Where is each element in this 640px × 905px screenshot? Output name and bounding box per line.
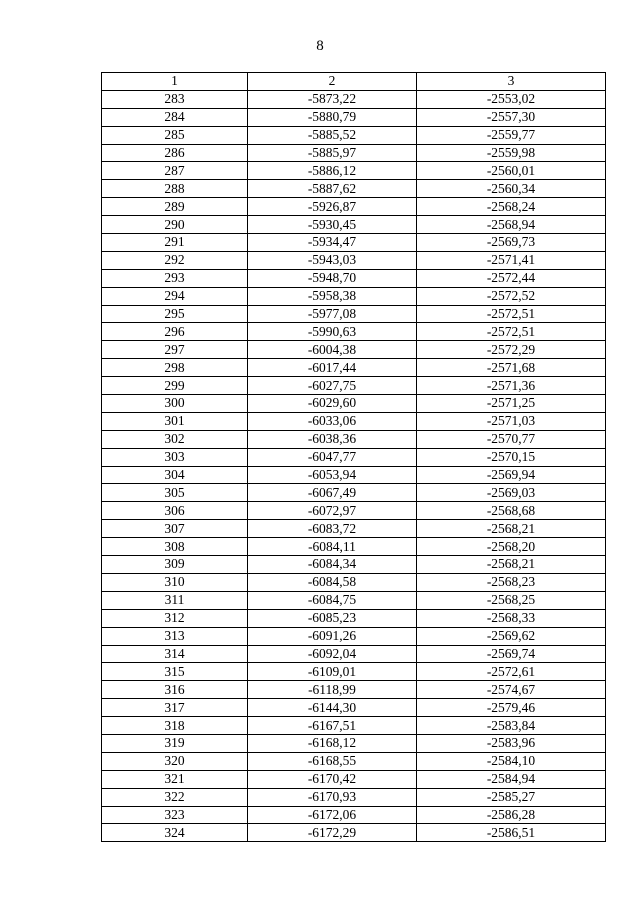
table-cell-col-3: -2570,77 — [417, 430, 606, 448]
table-cell-col-2: -6038,36 — [248, 430, 417, 448]
table-cell-col-1: 317 — [102, 699, 248, 717]
table-cell-col-1: 304 — [102, 466, 248, 484]
table-cell-col-3: -2586,51 — [417, 824, 606, 842]
table-cell-col-1: 309 — [102, 556, 248, 574]
table-cell-col-2: -6168,55 — [248, 752, 417, 770]
table-cell-col-2: -6067,49 — [248, 484, 417, 502]
table-cell-col-3: -2568,94 — [417, 216, 606, 234]
table-cell-col-2: -6047,77 — [248, 448, 417, 466]
table-cell-col-3: -2572,51 — [417, 323, 606, 341]
table-cell-col-3: -2583,84 — [417, 717, 606, 735]
table-cell-col-2: -6027,75 — [248, 377, 417, 395]
table-row — [102, 484, 606, 502]
table-cell-col-2: -6017,44 — [248, 359, 417, 377]
table-cell-col-2: -6004,38 — [248, 341, 417, 359]
table-cell-col-1: 290 — [102, 216, 248, 234]
table-cell-col-1: 296 — [102, 323, 248, 341]
table-cell-col-2: -5885,52 — [248, 126, 417, 144]
table-cell-col-1: 299 — [102, 377, 248, 395]
table-row — [102, 108, 606, 126]
table-cell-col-2: -6091,26 — [248, 627, 417, 645]
table-cell-col-2: -6144,30 — [248, 699, 417, 717]
table-cell-col-2: -6168,12 — [248, 734, 417, 752]
table-cell-col-2: -6172,06 — [248, 806, 417, 824]
table-row — [102, 126, 606, 144]
coordinates-table — [101, 72, 606, 842]
table-row — [102, 573, 606, 591]
table-row — [102, 645, 606, 663]
table-cell-col-1: 301 — [102, 412, 248, 430]
table-row — [102, 430, 606, 448]
table-cell-col-1: 286 — [102, 144, 248, 162]
table-row — [102, 556, 606, 574]
table-cell-col-3: -2568,21 — [417, 556, 606, 574]
table-cell-col-3: -2572,51 — [417, 305, 606, 323]
table-cell-col-3: -2568,21 — [417, 520, 606, 538]
header-cell-1: 1 — [102, 73, 248, 91]
table-row — [102, 663, 606, 681]
table-row — [102, 323, 606, 341]
table-row — [102, 287, 606, 305]
table-cell-col-1: 319 — [102, 734, 248, 752]
table-row — [102, 412, 606, 430]
table-cell-col-2: -5934,47 — [248, 234, 417, 252]
table-cell-col-3: -2572,61 — [417, 663, 606, 681]
table-body — [102, 90, 606, 841]
table-row — [102, 448, 606, 466]
table-cell-col-3: -2568,68 — [417, 502, 606, 520]
table-row — [102, 198, 606, 216]
table-cell-col-1: 294 — [102, 287, 248, 305]
table-cell-col-1: 292 — [102, 251, 248, 269]
table-cell-col-1: 308 — [102, 538, 248, 556]
table-cell-col-3: -2569,62 — [417, 627, 606, 645]
table-row — [102, 520, 606, 538]
table-cell-col-3: -2557,30 — [417, 108, 606, 126]
table-cell-col-2: -6084,58 — [248, 573, 417, 591]
table-cell-col-1: 289 — [102, 198, 248, 216]
table-cell-col-1: 302 — [102, 430, 248, 448]
table-cell-col-2: -6033,06 — [248, 412, 417, 430]
table-cell-col-1: 316 — [102, 681, 248, 699]
table-cell-col-3: -2569,73 — [417, 234, 606, 252]
table-cell-col-1: 321 — [102, 770, 248, 788]
table-cell-col-1: 297 — [102, 341, 248, 359]
table-cell-col-3: -2572,44 — [417, 269, 606, 287]
table-cell-col-2: -6170,93 — [248, 788, 417, 806]
table-cell-col-3: -2568,25 — [417, 591, 606, 609]
table-cell-col-3: -2571,25 — [417, 395, 606, 413]
table-cell-col-1: 295 — [102, 305, 248, 323]
table-row — [102, 395, 606, 413]
table-cell-col-1: 306 — [102, 502, 248, 520]
table-header — [102, 73, 606, 91]
table-cell-col-3: -2571,03 — [417, 412, 606, 430]
table-cell-col-2: -6072,97 — [248, 502, 417, 520]
table-cell-col-1: 285 — [102, 126, 248, 144]
table-row — [102, 788, 606, 806]
table-cell-col-1: 300 — [102, 395, 248, 413]
table-cell-col-1: 307 — [102, 520, 248, 538]
table-cell-col-1: 283 — [102, 90, 248, 108]
table-row — [102, 251, 606, 269]
table-cell-col-3: -2553,02 — [417, 90, 606, 108]
table-cell-col-3: -2570,15 — [417, 448, 606, 466]
table-cell-col-3: -2568,24 — [417, 198, 606, 216]
table-cell-col-2: -5886,12 — [248, 162, 417, 180]
table-cell-col-2: -6092,04 — [248, 645, 417, 663]
header-cell-3: 3 — [417, 73, 606, 91]
table-row — [102, 502, 606, 520]
table-cell-col-1: 287 — [102, 162, 248, 180]
table-row — [102, 699, 606, 717]
table-cell-col-3: -2574,67 — [417, 681, 606, 699]
table-cell-col-2: -6170,42 — [248, 770, 417, 788]
table-cell-col-3: -2560,01 — [417, 162, 606, 180]
table-cell-col-3: -2569,74 — [417, 645, 606, 663]
table-cell-col-1: 322 — [102, 788, 248, 806]
table-row — [102, 377, 606, 395]
table-row — [102, 466, 606, 484]
table-row — [102, 591, 606, 609]
table-row — [102, 824, 606, 842]
table-row — [102, 269, 606, 287]
table-cell-col-2: -5885,97 — [248, 144, 417, 162]
table-cell-col-1: 293 — [102, 269, 248, 287]
table-cell-col-1: 323 — [102, 806, 248, 824]
table-cell-col-2: -6083,72 — [248, 520, 417, 538]
table-cell-col-1: 291 — [102, 234, 248, 252]
table-row — [102, 627, 606, 645]
table-cell-col-2: -5990,63 — [248, 323, 417, 341]
table-cell-col-1: 298 — [102, 359, 248, 377]
table-cell-col-3: -2584,10 — [417, 752, 606, 770]
table-cell-col-1: 312 — [102, 609, 248, 627]
table-row — [102, 90, 606, 108]
table-row — [102, 538, 606, 556]
table-row — [102, 359, 606, 377]
table-cell-col-1: 314 — [102, 645, 248, 663]
table-cell-col-3: -2572,52 — [417, 287, 606, 305]
table-row — [102, 234, 606, 252]
table-row — [102, 681, 606, 699]
table-row — [102, 770, 606, 788]
table-cell-col-2: -5943,03 — [248, 251, 417, 269]
table-row — [102, 609, 606, 627]
table-cell-col-1: 315 — [102, 663, 248, 681]
table-cell-col-2: -5880,79 — [248, 108, 417, 126]
table-cell-col-3: -2569,03 — [417, 484, 606, 502]
table-cell-col-1: 313 — [102, 627, 248, 645]
table-cell-col-3: -2586,28 — [417, 806, 606, 824]
table-cell-col-2: -5887,62 — [248, 180, 417, 198]
table-cell-col-1: 288 — [102, 180, 248, 198]
table-cell-col-1: 324 — [102, 824, 248, 842]
table-cell-col-2: -6085,23 — [248, 609, 417, 627]
table-cell-col-3: -2559,98 — [417, 144, 606, 162]
table-cell-col-2: -5926,87 — [248, 198, 417, 216]
table-row — [102, 144, 606, 162]
table-cell-col-2: -6084,34 — [248, 556, 417, 574]
table-cell-col-2: -6084,75 — [248, 591, 417, 609]
table-cell-col-3: -2568,33 — [417, 609, 606, 627]
table-cell-col-3: -2571,36 — [417, 377, 606, 395]
table-cell-col-2: -6118,99 — [248, 681, 417, 699]
table-cell-col-3: -2579,46 — [417, 699, 606, 717]
table-cell-col-1: 284 — [102, 108, 248, 126]
table-cell-col-2: -6084,11 — [248, 538, 417, 556]
table-cell-col-2: -5948,70 — [248, 269, 417, 287]
table-row — [102, 341, 606, 359]
table-row — [102, 717, 606, 735]
header-row — [102, 73, 606, 91]
table-cell-col-2: -6053,94 — [248, 466, 417, 484]
table-cell-col-2: -6167,51 — [248, 717, 417, 735]
table-cell-col-2: -5977,08 — [248, 305, 417, 323]
table-cell-col-3: -2569,94 — [417, 466, 606, 484]
table-row — [102, 734, 606, 752]
table-cell-col-3: -2585,27 — [417, 788, 606, 806]
table-cell-col-3: -2568,23 — [417, 573, 606, 591]
table-cell-col-1: 318 — [102, 717, 248, 735]
table-cell-col-1: 303 — [102, 448, 248, 466]
table-row — [102, 305, 606, 323]
table-row — [102, 216, 606, 234]
table-cell-col-1: 310 — [102, 573, 248, 591]
table-cell-col-2: -5958,38 — [248, 287, 417, 305]
table-cell-col-2: -5873,22 — [248, 90, 417, 108]
table-cell-col-3: -2572,29 — [417, 341, 606, 359]
table-cell-col-3: -2559,77 — [417, 126, 606, 144]
table-row — [102, 162, 606, 180]
table-cell-col-3: -2583,96 — [417, 734, 606, 752]
header-cell-2: 2 — [248, 73, 417, 91]
table-cell-col-3: -2568,20 — [417, 538, 606, 556]
table-cell-col-2: -6109,01 — [248, 663, 417, 681]
table-cell-col-3: -2571,68 — [417, 359, 606, 377]
table-cell-col-1: 305 — [102, 484, 248, 502]
table-row — [102, 806, 606, 824]
table-cell-col-2: -6029,60 — [248, 395, 417, 413]
table-row — [102, 752, 606, 770]
table-cell-col-1: 311 — [102, 591, 248, 609]
table-cell-col-3: -2571,41 — [417, 251, 606, 269]
table-cell-col-2: -6172,29 — [248, 824, 417, 842]
table-cell-col-1: 320 — [102, 752, 248, 770]
table-cell-col-3: -2584,94 — [417, 770, 606, 788]
page-number: 8 — [316, 38, 324, 54]
table-cell-col-2: -5930,45 — [248, 216, 417, 234]
table-row — [102, 180, 606, 198]
table-cell-col-3: -2560,34 — [417, 180, 606, 198]
